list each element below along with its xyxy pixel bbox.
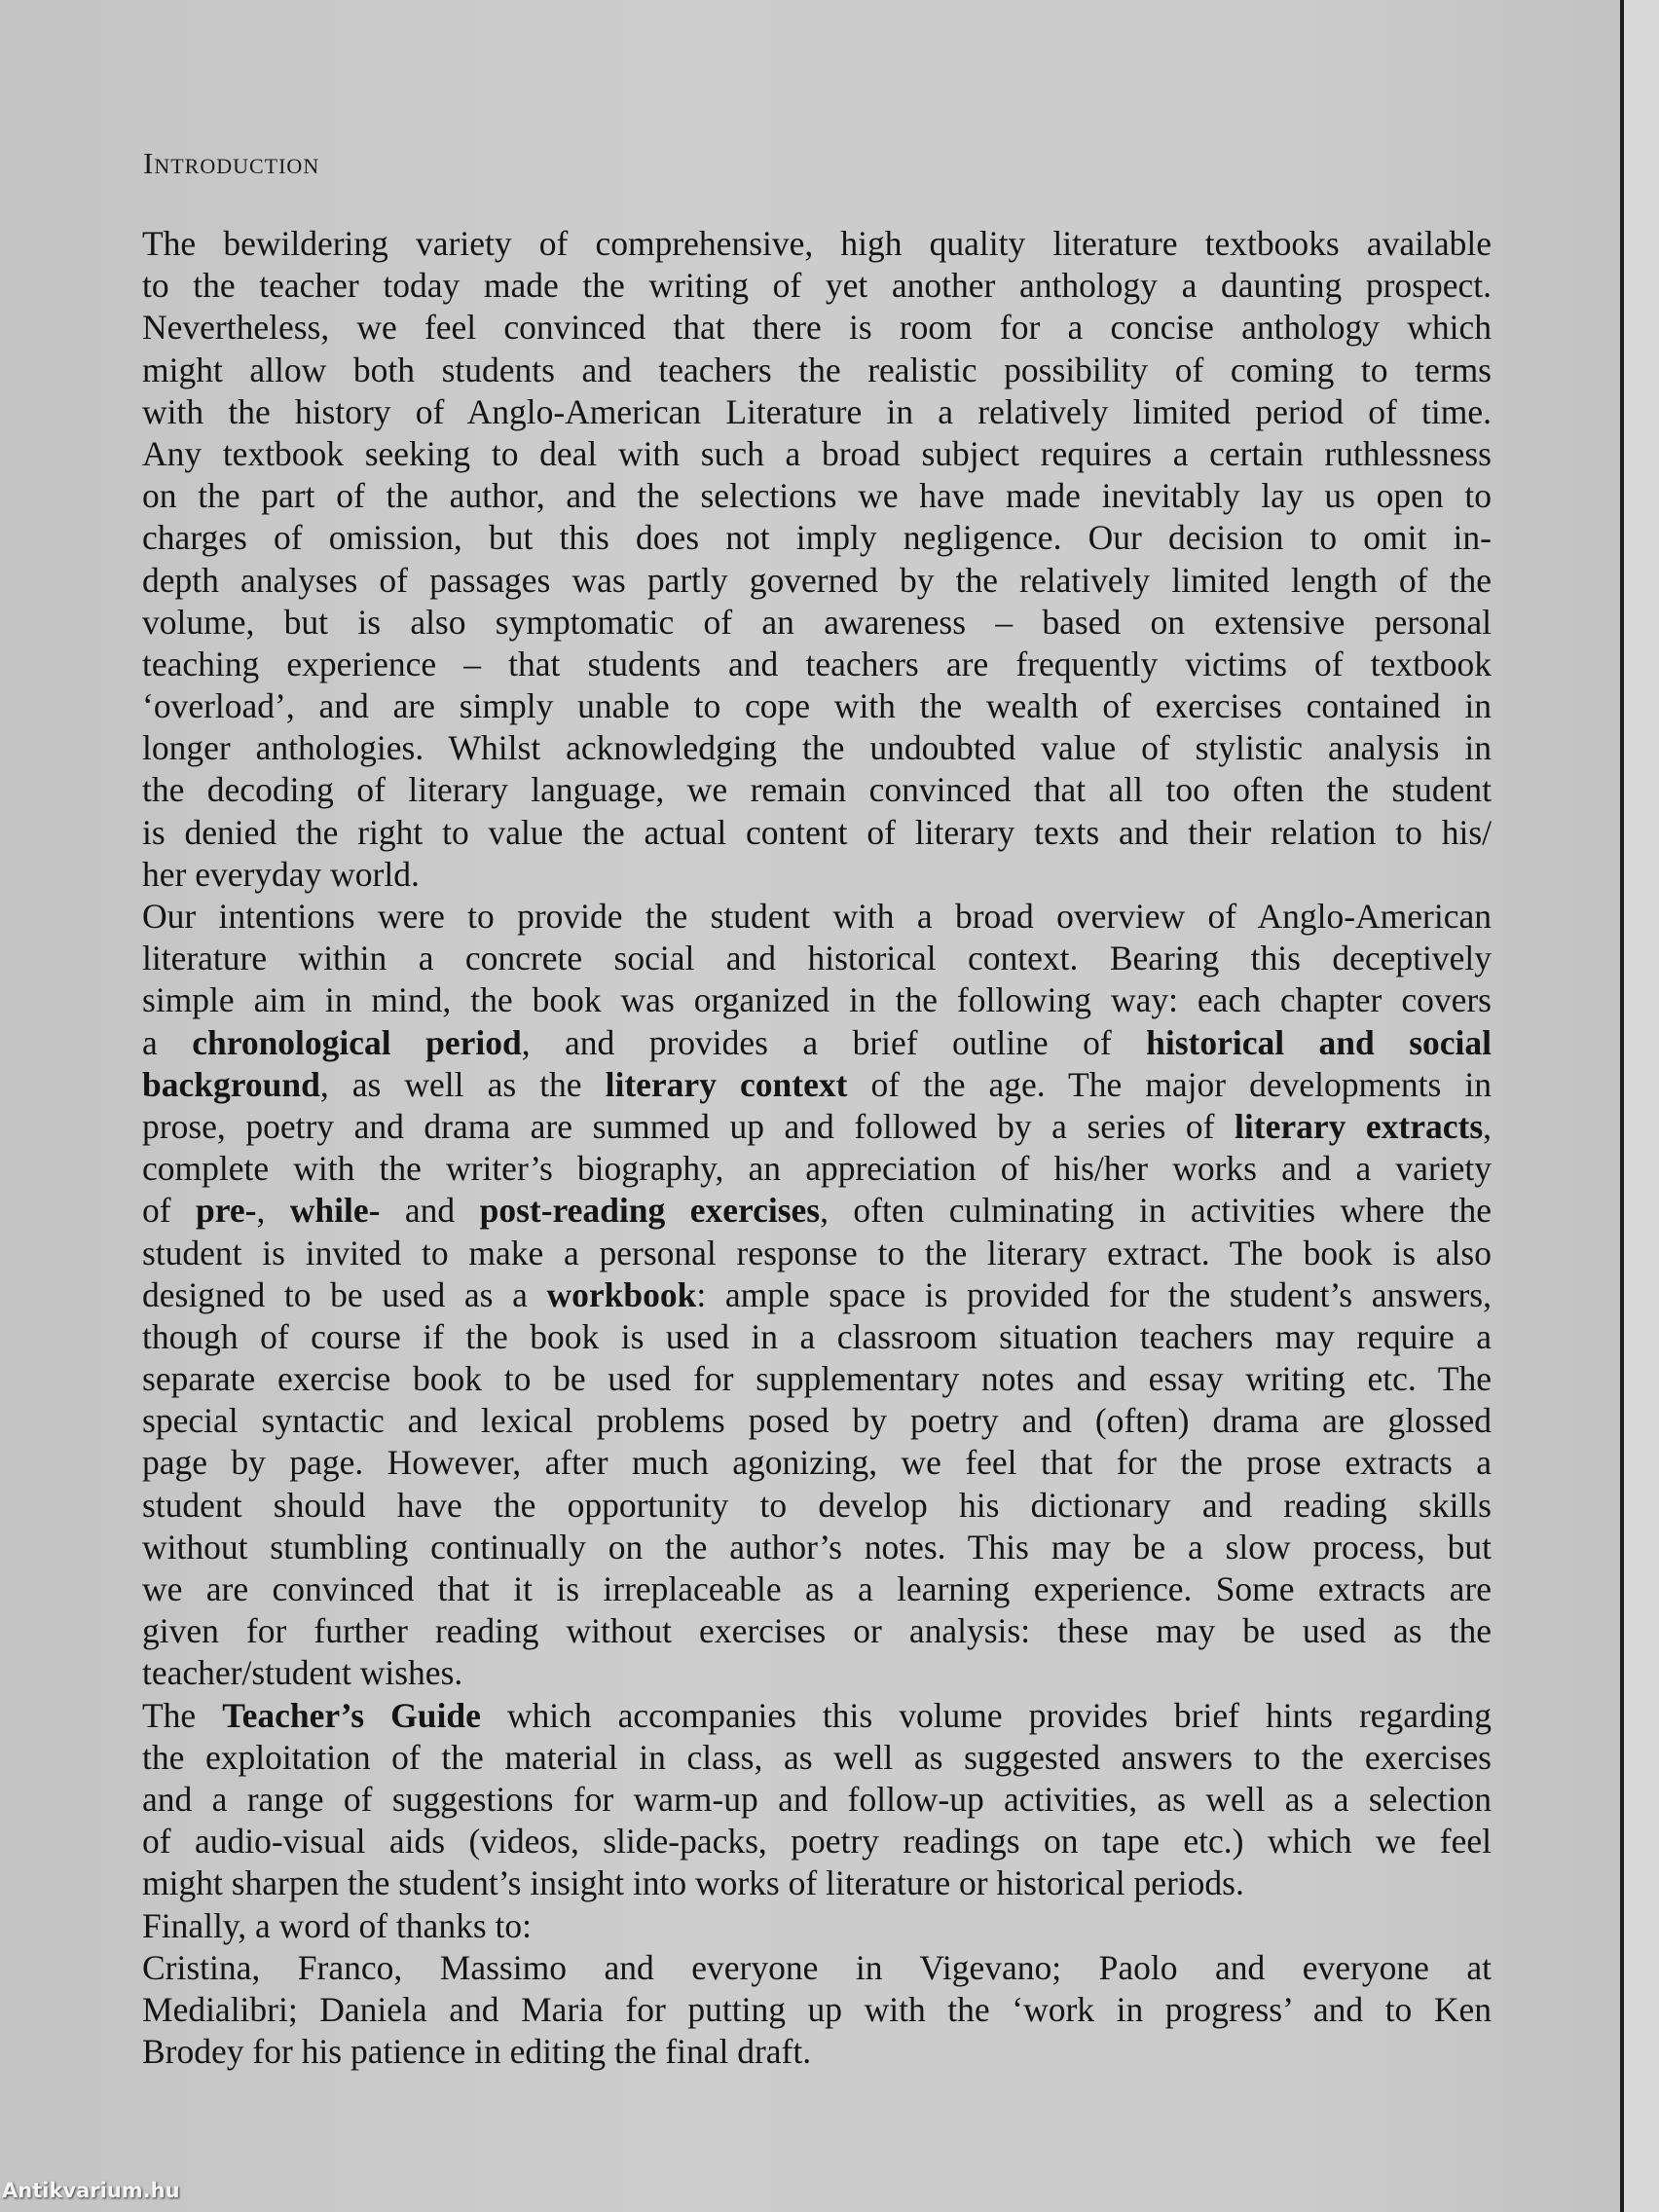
text-line [142,560,1492,602]
text-line [142,685,1492,727]
text-line [142,1316,1492,1358]
text-segment: and [380,1191,480,1231]
text-segment: with the history of Anglo-American Literature in a relatively limited period of time. [142,391,1492,431]
text-segment: her everyday world. [142,854,420,894]
text-segment: on the part of the author, and the selections we have made inevitably lay us open to [142,476,1492,516]
bold-term: workbook [546,1274,697,1314]
text-line [142,938,1492,979]
text-segment: we are convinced that it is irreplaceable as a learning experience. Some extracts are [142,1569,1492,1608]
text-segment: might allow both students and teachers the realistic possibility of coming to terms [142,350,1492,389]
text-line [142,350,1492,391]
text-segment: : ample space is provided for the student’s answers, [696,1274,1492,1314]
text-line [142,1442,1492,1484]
text-segment: ‘overload’, and are simply unable to cope with the wealth of exercises contained in [142,686,1492,726]
text-line [142,1947,1492,1989]
text-line [142,1779,1492,1821]
text-segment: though of course if the book is used in a classroom situation teachers may require a [142,1316,1492,1356]
page-edge-divider [1620,0,1624,2212]
text-segment: Brodey for his patience in editing the final draft. [142,2032,812,2072]
text-segment: prose, poetry and drama are summed up and followed by a series of [142,1106,1235,1146]
text-segment: Medialibri; Daniela and Maria for putting up with the ‘work in progress’ and to Ken [142,1989,1492,2029]
text-segment: , [1483,1106,1493,1146]
text-segment: might sharpen the student’s insight into works of literature or historical periods. [142,1863,1244,1903]
introduction-text [142,223,1492,2073]
text-line [142,769,1492,811]
bold-term: Teacher’s Guide [222,1695,481,1735]
text-line [142,1233,1492,1274]
text-line [142,1022,1492,1064]
text-line [142,1568,1492,1610]
text-segment: longer anthologies. Whilst acknowledging the undoubted value of stylistic analysis in [142,728,1492,768]
text-line [142,1274,1492,1316]
text-segment: , as well as the [319,1064,606,1104]
text-segment: student should have the opportunity to develop his dictionary and reading skills [142,1485,1492,1525]
text-segment: literature within a concrete social and historical context. Bearing this deceptively [142,939,1492,978]
text-segment: student is invited to make a personal response to the literary extract. The book is also [142,1233,1492,1272]
text-segment: Nevertheless, we feel convinced that there is room for a concise anthology which [142,308,1492,348]
text-line [142,433,1492,475]
text-segment: of audio-visual aids (videos, slide-packs, poetry readings on tape etc.) which we feel [142,1822,1492,1862]
text-segment: Cristina, Franco, Massimo and everyone in Vigevano; Paolo and everyone at [142,1947,1492,1987]
text-line [142,979,1492,1021]
text-line [142,1400,1492,1442]
text-segment: is denied the right to value the actual content of literary texts and their relation to his/ [142,812,1492,852]
text-line [142,1821,1492,1862]
text-line [142,1989,1492,2031]
bold-term: literary extracts [1235,1106,1484,1146]
text-line [142,1106,1492,1148]
text-segment: without stumbling continually on the author’s notes. This may be a slow process, but [142,1527,1492,1567]
text-segment: the decoding of literary language, we remain convinced that all too often the student [142,770,1492,810]
bold-term: background [142,1064,320,1104]
text-line [142,1358,1492,1400]
text-segment: which accompanies this volume provides brief hints regarding [480,1695,1493,1735]
text-line [142,727,1492,769]
text-line [142,1485,1492,1527]
text-line [142,1905,1492,1947]
text-line [142,1737,1492,1779]
text-line [142,2031,1492,2073]
text-segment: and a range of suggestions for warm-up and follow-up activities, as well as a selection [142,1779,1492,1819]
text-line [142,223,1492,265]
text-line [142,812,1492,854]
text-line [142,517,1492,559]
text-line [142,307,1492,349]
text-segment: , and provides a brief outline of [521,1022,1147,1062]
text-segment: , [256,1191,290,1231]
text-segment: The [142,1695,223,1735]
text-line [142,644,1492,685]
text-segment: Any textbook seeking to deal with such a broad subject requires a certain ruthlessness [142,433,1492,473]
text-segment: depth analyses of passages was partly governed by the relatively limited length of the [142,560,1492,600]
text-segment: charges of omission, but this does not imply negligence. Our decision to omit in- [142,518,1492,558]
watermark: Antikvarium.hu [2,2179,180,2202]
bold-term: historical and social [1146,1022,1492,1062]
text-line [142,265,1492,307]
text-segment: page by page. However, after much agonizing, we feel that for the prose extracts a [142,1443,1492,1483]
text-segment: Finally, a word of thanks to: [142,1905,532,1945]
bold-term: chronological period [192,1022,522,1062]
text-segment: volume, but is also symptomatic of an awareness – based on extensive personal [142,602,1492,642]
text-segment: the exploitation of the material in class, as well as suggested answers to the exercises [142,1737,1492,1777]
text-line [142,475,1492,517]
section-heading: Introduction [143,146,320,180]
text-segment: separate exercise book to be used for supplementary notes and essay writing etc. The [142,1359,1492,1399]
text-segment: Our intentions were to provide the student with a broad overview of Anglo-American [142,897,1492,936]
text-segment: , often culminating in activities where the [820,1191,1493,1231]
text-segment: designed to be used as a [142,1274,547,1314]
page-background [1624,0,1659,2212]
bold-term: pre- [196,1191,257,1231]
text-segment: simple aim in mind, the book was organized in the following way: each chapter covers [142,980,1492,1020]
text-line [142,391,1492,433]
bold-term: literary context [605,1064,848,1104]
text-line [142,1610,1492,1652]
text-segment: complete with the writer’s biography, an appreciation of his/her works and a variety [142,1149,1492,1189]
text-segment: The bewildering variety of comprehensive, high quality literature textbooks available [142,224,1492,263]
text-line [142,854,1492,896]
text-segment: teaching experience – that students and teachers are frequently victims of textbook [142,644,1492,683]
text-segment: a [142,1022,193,1062]
text-line [142,1527,1492,1568]
text-line [142,1695,1492,1737]
text-segment: special syntactic and lexical problems posed by poetry and (often) drama are glossed [142,1401,1492,1441]
bold-term: post-reading exercises [479,1191,821,1231]
text-line [142,1064,1492,1106]
text-segment: of the age. The major developments in [847,1064,1492,1104]
text-segment: of [142,1191,197,1231]
text-segment: given for further reading without exercises or analysis: these may be used as the [142,1611,1492,1651]
bold-term: while- [289,1191,381,1231]
text-line [142,1190,1492,1232]
text-line [142,1652,1492,1694]
text-segment: teacher/student wishes. [142,1653,463,1693]
text-line [142,602,1492,644]
text-line [142,896,1492,938]
text-line [142,1862,1492,1904]
text-segment: to the teacher today made the writing of yet another anthology a daunting prospect. [142,266,1492,306]
text-line [142,1148,1492,1190]
